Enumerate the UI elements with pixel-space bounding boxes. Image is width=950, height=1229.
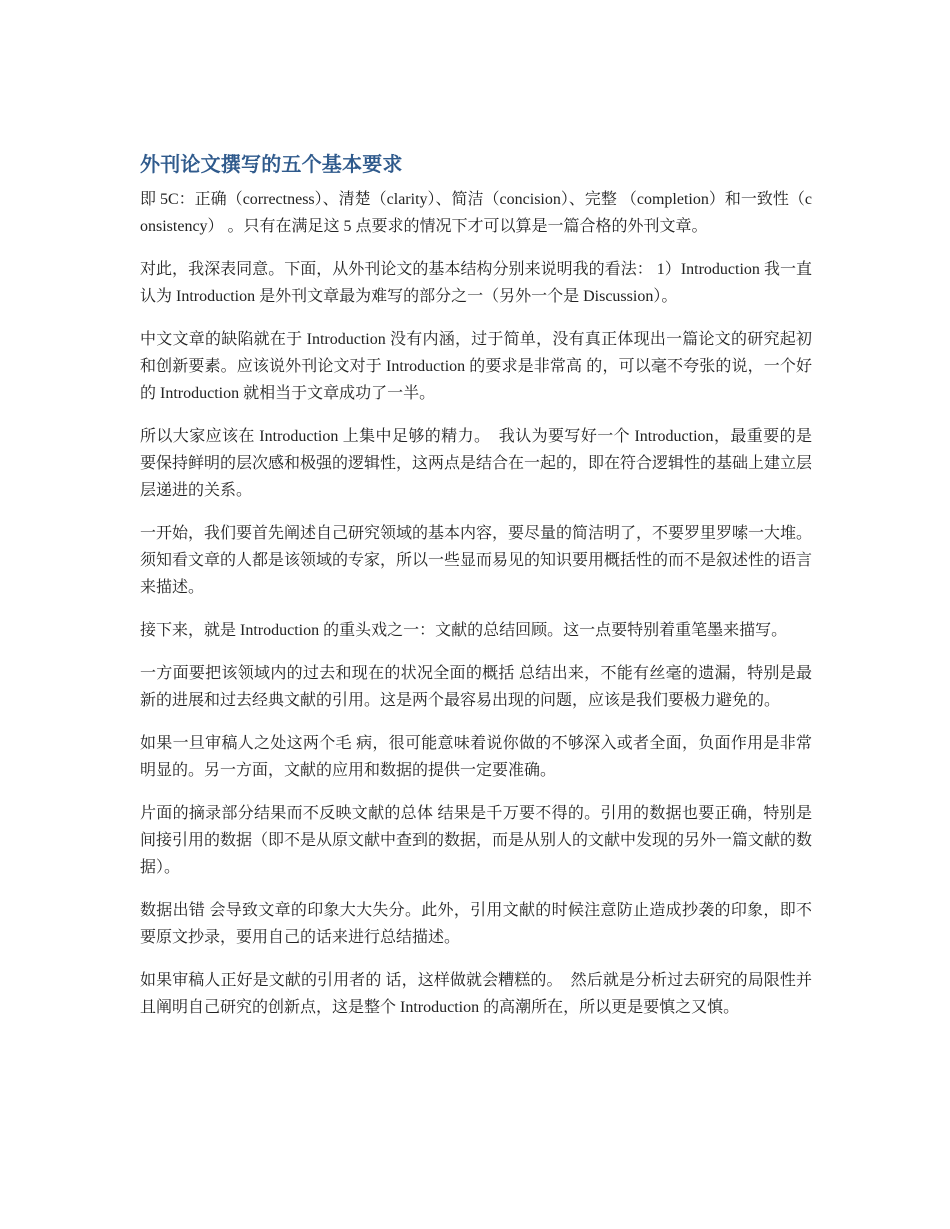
paragraph-7: 一方面要把该领域内的过去和现在的状况全面的概括 总结出来，不能有丝毫的遗漏，特别是最新的进展和过去经典文献的引用。这是两个最容易出现的问题，应该是我们要极力避免的。 (140, 665, 812, 709)
document-title: 外刊论文撰写的五个基本要求 (140, 152, 403, 176)
document-page (140, 148, 812, 1037)
paragraph-9: 片面的摘录部分结果而不反映文献的总体 结果是千万要不得的。引用的数据也要正确，特别是间接引用的数据（即不是从原文献中查到的数据，而是从别人的文献中发现的另外一篇文献的数据）。 (140, 805, 813, 876)
paragraph-10: 数据出错 会导致文章的印象大大失分。此外，引用文献的时候注意防止造成抄袭的印象，即不要原文抄录，要用自己的话来进行总结描述。 (140, 902, 812, 946)
paragraph-8: 如果一旦审稿人之处这两个毛 病，很可能意味着说你做的不够深入或者全面，负面作用是非常明显的。另一方面，文献的应用和数据的提供一定要准确。 (140, 735, 812, 779)
paragraph-5: 一开始，我们要首先阐述自己研究领域的基本内容，要尽量的简洁明了，不要罗里罗嗦一大堆。须知看文章的人都是该领域的专家，所以一些显而易见的知识要用概括性的而不是叙述性的语言来描述。 (140, 525, 813, 596)
paragraph-4: 所以大家应该在 Introduction 上集中足够的精力。 我认为要写好一个 Introduction，最重要的是要保持鲜明的层次感和极强的逻辑性，这两点是结合在一起的，即在符合逻辑性的基础上建立层层递进的关系。 (140, 428, 813, 499)
paragraph-3: 中文文章的缺陷就在于 Introduction 没有内涵，过于简单，没有真正体现出一篇论文的研究起初和创新要素。应该说外刊论文对于 Introduction 的要求是非常高 的，可以毫不夸张的说，一个好的 Introduction 就相当于文章成功了一半。 (140, 331, 812, 402)
paragraph-11: 如果审稿人正好是文献的引用者的 话，这样做就会糟糕的。 然后就是分析过去研究的局限性并且阐明自己研究的创新点，这是整个 Introduction 的高潮所在，所以更是要慎之又慎。 (140, 972, 812, 1016)
paragraph-6: 接下来，就是 Introduction 的重头戏之一：文献的总结回顾。这一点要特别着重笔墨来描写。 (140, 622, 788, 639)
paragraph-2: 对此，我深表同意。下面，从外刊论文的基本结构分别来说明我的看法： 1）Introduction 我一直认为 Introduction 是外刊文章最为难写的部分之一（另外一个是 Discussion）。 (140, 261, 812, 305)
paragraph-1: 即 5C：正确（correctness）、清楚（clarity）、简洁（concision）、完整 （completion）和一致性（consistency） 。只有在满足这 5 点要求的情况下才可以算是一篇合格的外刊文章。 (140, 191, 812, 235)
